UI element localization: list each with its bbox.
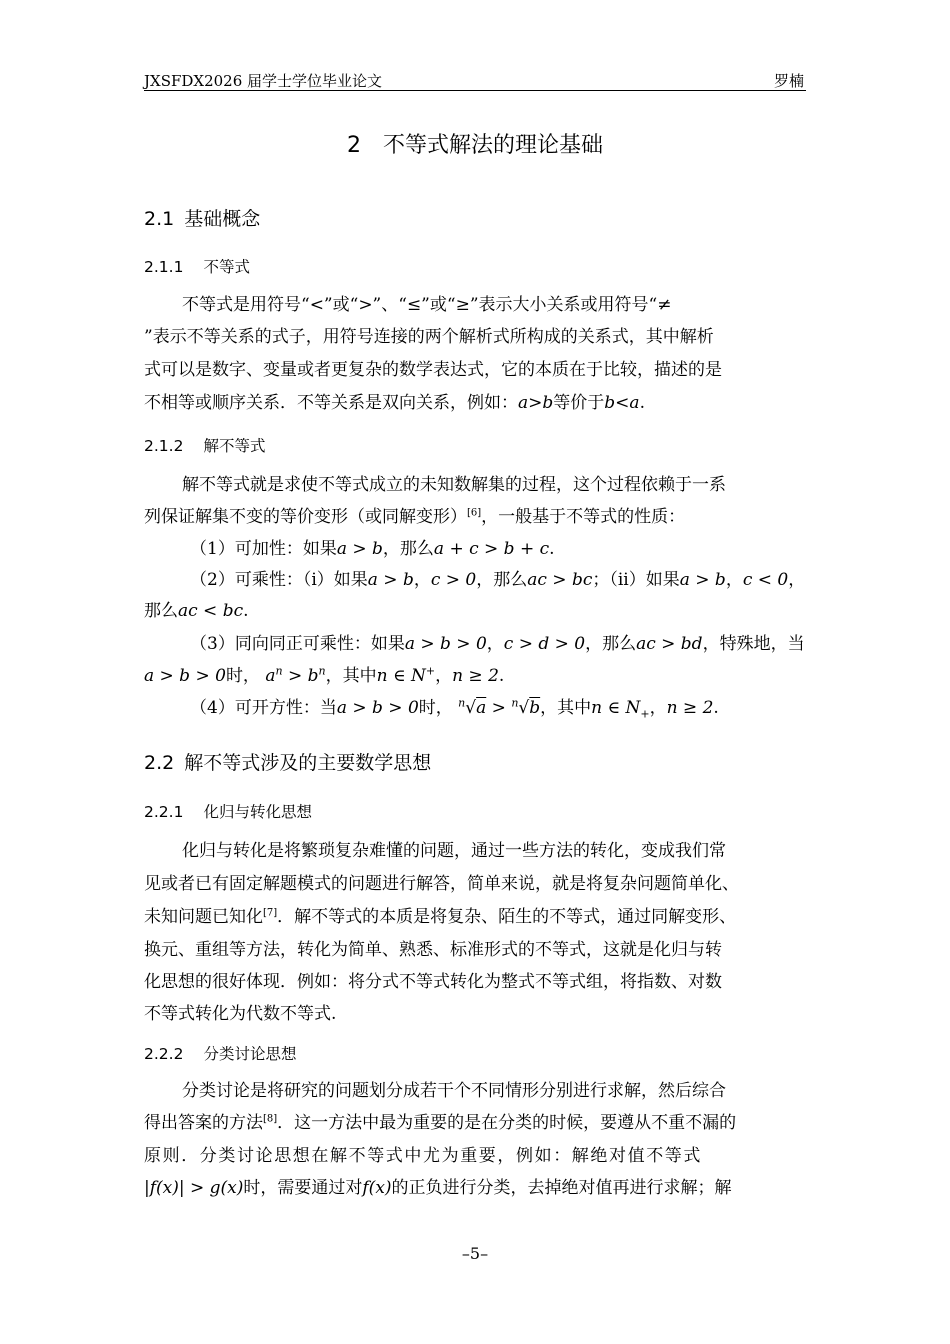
math: a > b	[336, 539, 383, 559]
section-2-1-heading	[144, 204, 260, 231]
math: a > b	[367, 570, 414, 590]
math: c < 0	[742, 570, 789, 590]
section-number: 2.1.2	[144, 437, 184, 455]
math: ac > bd	[636, 634, 703, 654]
text: ；（ii）如果	[592, 570, 680, 590]
math: a > b > 0	[144, 666, 226, 686]
paragraph-line: 不等式转化为代数不等式.	[144, 1004, 337, 1024]
math: b	[529, 698, 541, 718]
section-title: 基础概念	[184, 208, 261, 230]
text: 等价于	[553, 393, 605, 413]
math: c > 0	[430, 570, 477, 590]
section-number: 2.2.1	[144, 803, 184, 821]
property-1	[190, 539, 806, 559]
citation[interactable]: [8]	[263, 1113, 278, 1125]
chapter-text: 不等式解法的理论基础	[382, 133, 603, 158]
paragraph-line	[144, 507, 806, 527]
paragraph-line: 分类讨论是将研究的问题划分成若干个不同情形分别进行求解，然后综合	[182, 1081, 726, 1101]
math: a	[518, 393, 529, 413]
math: n ∈ N	[591, 698, 641, 718]
math: n ≥ 2	[666, 698, 714, 718]
paragraph-line: 解不等式就是求使不等式成立的未知数解集的过程，这个过程依赖于一系	[182, 475, 726, 495]
paragraph-line: 不等式是用符号“<”或“>”、“≤”或“≥”表示大小关系或用符号“≠	[182, 295, 672, 315]
math: a	[265, 666, 276, 686]
section-2-1-2-heading	[144, 434, 265, 456]
root-sign: √	[518, 698, 530, 718]
text: ，其中	[540, 698, 592, 718]
section-number: 2.2.2	[144, 1045, 184, 1063]
property-2-cont	[144, 601, 806, 621]
root-sign: √	[465, 698, 477, 718]
text: .	[639, 393, 645, 413]
header-right: 罗楠	[773, 72, 804, 90]
math: b	[604, 393, 616, 413]
text: 的正负进行分类，去掉绝对值再进行求解；解	[391, 1178, 732, 1198]
property-3	[190, 634, 806, 654]
text: （3）同向同正可乘性：如果	[190, 634, 405, 654]
text: ．这一方法中最为重要的是在分类的时候，要遵从不重不漏的	[277, 1113, 737, 1133]
paragraph-line: 化思想的很好体现．例如：将分式不等式转化为整式不等式组，将指数、对数	[144, 972, 722, 992]
section-title: 分类讨论思想	[203, 1045, 297, 1063]
text: ，	[649, 698, 667, 718]
page-number: –5–	[461, 1244, 489, 1263]
text: .	[713, 698, 719, 718]
math-exponent: +	[425, 664, 436, 678]
section-2-2-1-heading	[144, 800, 312, 822]
citation[interactable]: [7]	[263, 907, 278, 919]
property-4	[190, 696, 806, 721]
text: ，	[725, 570, 743, 590]
text: ，那么	[476, 570, 528, 590]
property-2	[190, 570, 806, 590]
paragraph-line	[144, 1113, 806, 1133]
text: 列保证解集不变的等价变形（或同解变形）	[144, 507, 467, 527]
text: .	[549, 539, 555, 559]
root-index: n	[458, 696, 466, 710]
paragraph-line: 换元、重组等方法，转化为简单、熟悉、标准形式的不等式，这就是化归与转	[144, 940, 722, 960]
math: a	[629, 393, 640, 413]
section-title: 化归与转化思想	[203, 803, 312, 821]
running-header	[144, 66, 806, 91]
text: 时，	[225, 666, 260, 686]
text: .	[498, 666, 505, 686]
section-2-1-1-heading	[144, 255, 250, 277]
text: ，那么	[382, 539, 434, 559]
paragraph-line: 化归与转化是将繁琐复杂难懂的问题，通过一些方法的转化，变成我们常	[182, 841, 726, 861]
paragraph-line: 见或者已有固定解题模式的问题进行解答，简单来说，就是将复杂问题简单化、	[144, 874, 739, 894]
paragraph-line	[144, 393, 806, 413]
math: n ≥ 2	[452, 666, 499, 686]
root-index: n	[511, 696, 519, 710]
section-2-2-2-heading	[144, 1042, 296, 1064]
math: f(x)	[362, 1178, 392, 1198]
chapter-number: 2	[346, 133, 361, 158]
math: |f(x)| > g(x)	[144, 1178, 244, 1198]
math: b	[542, 393, 554, 413]
paragraph-line	[144, 1178, 806, 1198]
text: 那么	[144, 601, 178, 621]
text: ，其中	[325, 666, 377, 686]
math: ac > bc	[527, 570, 593, 590]
math: b	[307, 666, 319, 686]
math-exponent: n	[275, 664, 283, 678]
paragraph-line: 式可以是数字、变量或者更复杂的数学表达式，它的本质在于比较，描述的是	[144, 360, 722, 380]
math: a	[476, 698, 487, 718]
text: 时，	[418, 698, 453, 718]
section-number: 2.2	[144, 752, 175, 774]
paragraph-line: ”表示不等关系的式子，用符号连接的两个解析式所构成的关系式，其中解析	[144, 327, 714, 347]
math: a > b	[679, 570, 726, 590]
math-op: >	[282, 666, 308, 686]
math-op: <	[615, 393, 630, 413]
section-title: 解不等式涉及的主要数学思想	[184, 752, 432, 774]
section-number: 2.1	[144, 208, 175, 230]
text: ．解不等式的本质是将复杂、陌生的不等式，通过同解变形、	[277, 907, 737, 927]
text: 未知问题已知化	[144, 907, 263, 927]
text: ，那么	[585, 634, 637, 654]
math: a > b > 0	[336, 698, 419, 718]
text: 时，需要通过对	[243, 1178, 363, 1198]
math-op: >	[486, 698, 512, 718]
math: a + c > b + c	[433, 539, 550, 559]
header-left: JXSFDX2026 届学士学位毕业论文	[144, 72, 383, 90]
section-title: 不等式	[203, 258, 250, 276]
text: ，	[788, 570, 806, 590]
math-subscript: +	[640, 707, 650, 721]
paragraph-line	[144, 907, 806, 927]
math: n ∈ N	[376, 666, 426, 686]
chapter-title	[0, 128, 950, 159]
text: ，特殊地，当	[702, 634, 805, 654]
math: a > b > 0	[404, 634, 487, 654]
text: .	[243, 601, 249, 621]
section-2-2-heading	[144, 748, 431, 775]
section-number: 2.1.1	[144, 258, 184, 276]
math-exponent: n	[318, 664, 326, 678]
text: ，	[486, 634, 504, 654]
text: （2）可乘性：（i）如果	[190, 570, 368, 590]
citation[interactable]: [6]	[467, 507, 482, 519]
text: ，一般基于不等式的性质：	[481, 507, 686, 527]
math: ac < bc	[178, 601, 244, 621]
math: c > d > 0	[503, 634, 586, 654]
text: 得出答案的方法	[144, 1113, 263, 1133]
property-3-cont	[144, 666, 806, 686]
text: ，	[413, 570, 431, 590]
text: ，	[435, 666, 453, 686]
text: （1）可加性：如果	[190, 539, 337, 559]
text: 不相等或顺序关系．不等关系是双向关系，例如：	[144, 393, 518, 413]
math-op: >	[528, 393, 543, 413]
section-title: 解不等式	[203, 437, 266, 455]
paragraph-line: 原则．分类讨论思想在解不等式中尤为重要，例如：解绝对值不等式	[144, 1146, 702, 1166]
text: （4）可开方性：当	[190, 698, 337, 718]
